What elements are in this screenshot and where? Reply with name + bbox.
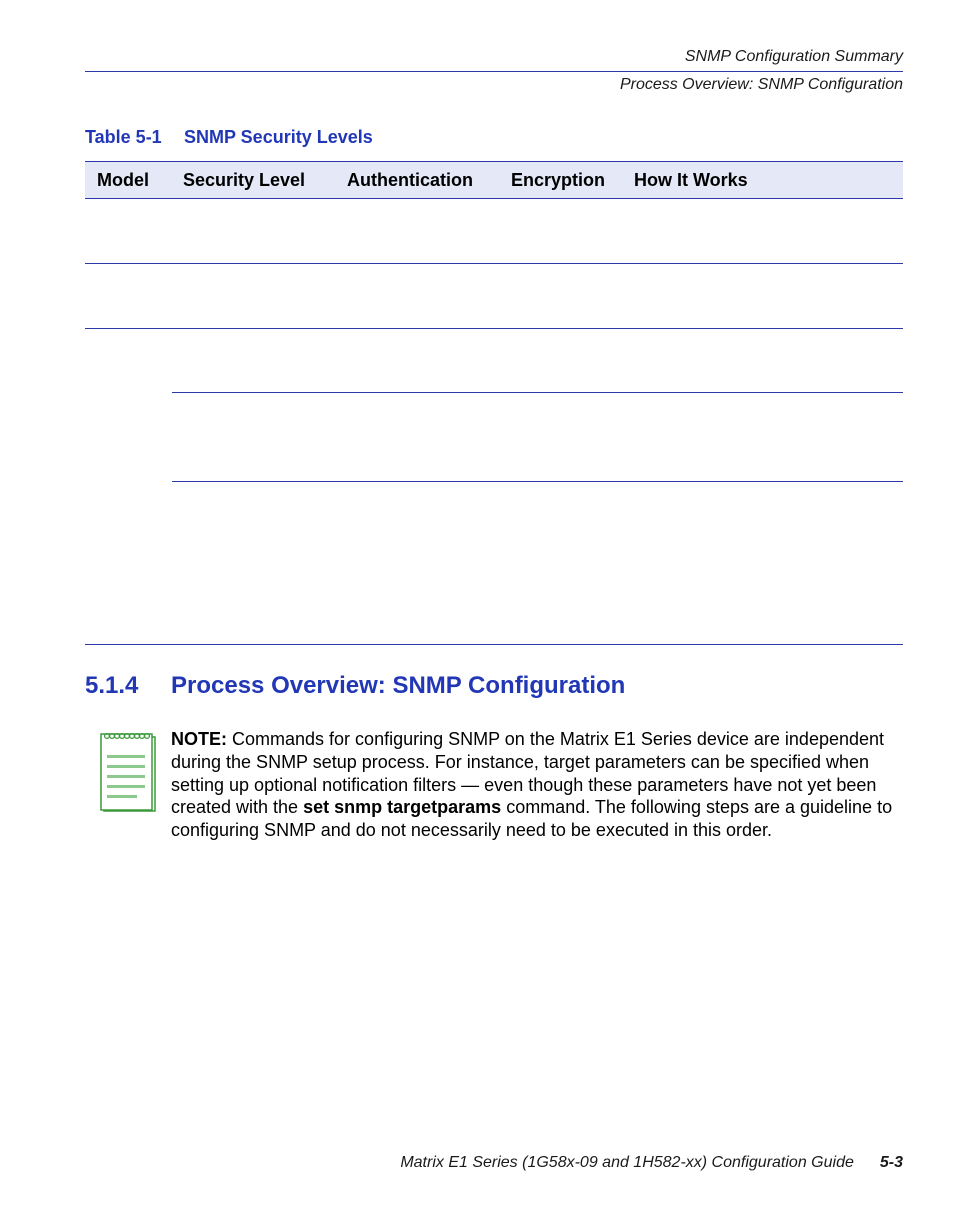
table-header-row [85, 161, 903, 199]
column-header-security-level: Security Level [183, 170, 306, 190]
column-header-authentication: Authentication [347, 170, 473, 190]
note-label: NOTE: [171, 729, 227, 749]
table-bottom-rule [85, 644, 903, 645]
notepad-icon [99, 731, 157, 815]
table-caption-number: Table 5-1 [85, 127, 162, 147]
note-paragraph [171, 728, 903, 842]
table-caption-title: SNMP Security Levels [184, 127, 373, 147]
running-header-section: Process Overview: SNMP Configuration [619, 76, 903, 93]
table-subrow-divider [172, 392, 903, 393]
section-number: 5.1.4 [85, 672, 139, 699]
page-footer [400, 1154, 903, 1172]
table-row-divider [85, 263, 903, 264]
footer-guide-title: Matrix E1 Series (1G58x-09 and 1H582-xx) Configuration Guide [400, 1154, 854, 1171]
running-header-chapter: SNMP Configuration Summary [684, 48, 903, 65]
header-rule [85, 71, 903, 72]
note-text-before: Commands for configuring SNMP on the Matrix E1 Series device are independent during the SNMP setup process. For instance, target parameters can be specified when setting up optional notification filters — even though these parameters have not yet been created with the [171, 729, 885, 818]
section-heading [85, 672, 625, 700]
column-header-how-it-works: How It Works [634, 170, 748, 190]
section-title: Process Overview: SNMP Configuration [171, 672, 626, 699]
column-header-encryption: Encryption [511, 170, 606, 190]
page-number: 5-3 [879, 1154, 903, 1171]
table-row-divider [85, 328, 903, 329]
table-caption [85, 127, 373, 148]
column-header-model: Model [97, 170, 149, 190]
note-command: set snmp targetparams [303, 797, 502, 818]
note-text-after: command. The following steps are a guideline to configuring SNMP and do not necessarily need to be executed in this order. [171, 797, 893, 841]
table-subrow-divider [172, 481, 903, 482]
